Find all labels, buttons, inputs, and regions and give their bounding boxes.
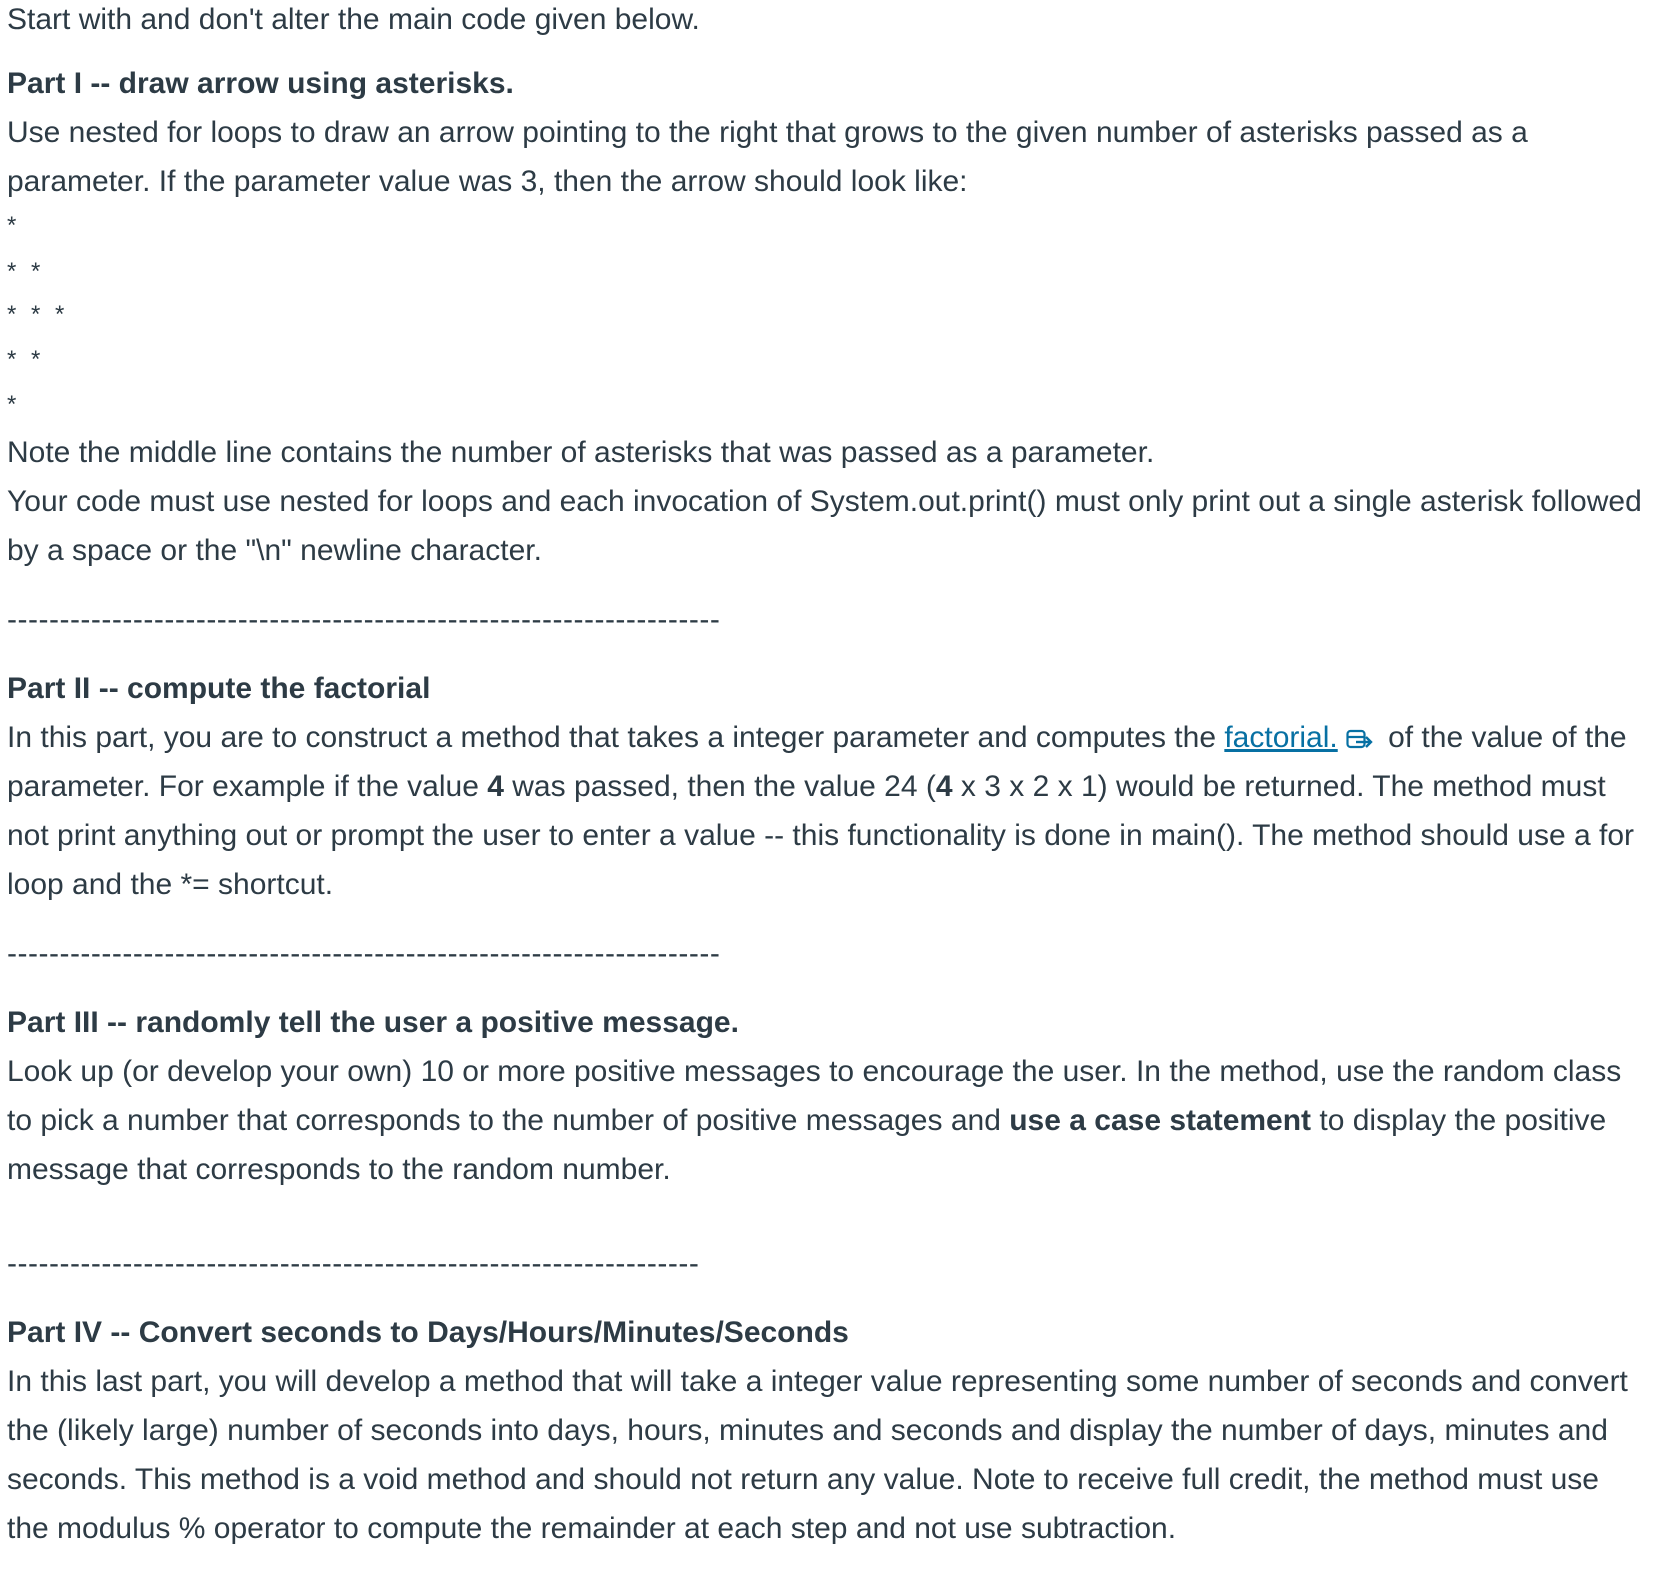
arrow-row: * xyxy=(7,391,21,418)
part3-heading: Part III -- randomly tell the user a positive message. xyxy=(7,1006,739,1039)
arrow-row: * * xyxy=(7,346,45,373)
section-divider: ------------------------------------------------------------------ xyxy=(7,1247,700,1280)
part1-description: Use nested for loops to draw an arrow pointing to the right that grows to the given number of asterisks passed as a parameter. If the parameter value was 3, then the arrow should look like: xyxy=(7,116,1528,198)
intro-text: Start with and don't alter the main code given below. xyxy=(7,3,700,36)
part4-heading: Part IV -- Convert seconds to Days/Hours/Minutes/Seconds xyxy=(7,1316,849,1349)
part4-description: In this last part, you will develop a method that will take a integer value representing some number of seconds and convert the (likely large) number of seconds into days, hours, minutes and seconds and display the number of days, minutes and seconds. This method is a void method and should not return any value. Note to receive full credit, the method must use the modulus % operator to compute the remainder at each step and not use subtraction. xyxy=(7,1365,1628,1545)
part1-heading: Part I -- draw arrow using asterisks. xyxy=(7,67,514,100)
part1-requirement: Your code must use nested for loops and each invocation of System.out.print() must only print out a single asterisk followed by a space or the "\n" newline character. xyxy=(7,485,1642,567)
part3-description: Look up (or develop your own) 10 or more positive messages to encourage the user. In the method, use the random class to pick a number that corresponds to the number of positive messages and use a case statement to display the positive message that corresponds to the random number. xyxy=(7,1055,1622,1186)
arrow-example xyxy=(7,206,1642,428)
section-divider: -------------------------------------------------------------------- xyxy=(7,937,721,970)
arrow-row: * xyxy=(7,212,21,239)
part2-heading: Part II -- compute the factorial xyxy=(7,672,431,705)
external-link-icon[interactable] xyxy=(1346,716,1374,738)
part1-note: Note the middle line contains the number of asterisks that was passed as a parameter. xyxy=(7,436,1155,469)
factorial-link[interactable]: factorial. xyxy=(1224,721,1338,754)
arrow-row: * * xyxy=(7,258,45,285)
section-divider: -------------------------------------------------------------------- xyxy=(7,603,721,636)
part2-description: In this part, you are to construct a method that takes a integer parameter and computes the factorial. of the value of the parameter. For example if the value 4 was passed, then the value 24 (4 x 3 x 2 x 1) would be returned. The method must not print anything out or prompt the user to enter a value -- this functionality is done in main(). The method should use a for loop and the *= shortcut. xyxy=(7,713,1642,909)
arrow-row: * * * xyxy=(7,301,69,328)
